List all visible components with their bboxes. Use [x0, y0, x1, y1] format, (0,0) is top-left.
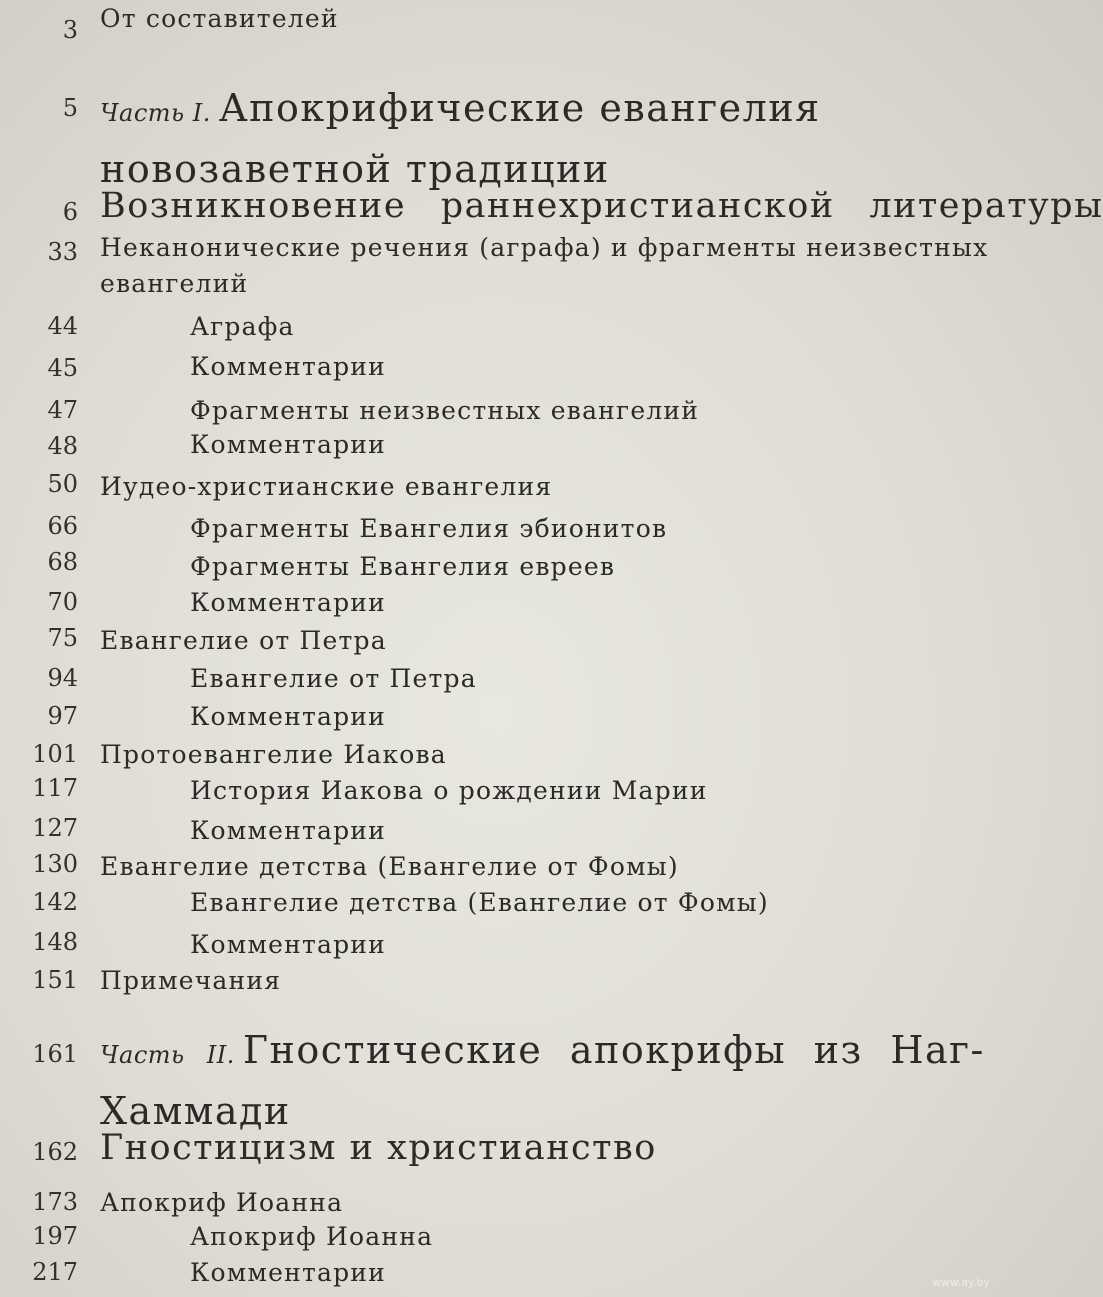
page-number: 148 — [32, 928, 78, 956]
entry-title: Комментарии — [190, 430, 387, 459]
entry-title: Комментарии — [190, 930, 387, 959]
page-number: 5 — [62, 94, 78, 122]
part-title: Апокрифические евангелия — [218, 86, 821, 130]
entry-title: Фрагменты неизвестных евангелий — [190, 396, 700, 425]
entry-title: Неканонические речения (аграфа) и фрагменты неизвестных — [100, 233, 989, 262]
entry-title: Гностицизм и христианство — [100, 1128, 657, 1168]
page-number: 33 — [47, 238, 78, 266]
page-number: 162 — [32, 1138, 78, 1166]
entry-title: Комментарии — [190, 588, 387, 617]
page-number: 197 — [32, 1222, 78, 1250]
entry-title: Евангелие детства (Евангелие от Фомы) — [100, 852, 679, 881]
entry-title-continued: евангелий — [100, 269, 249, 298]
entry-title: Комментарии — [190, 352, 387, 381]
part-title: Гностические апокрифы из Наг- — [242, 1028, 985, 1072]
page-number: 97 — [47, 702, 78, 730]
page-number: 50 — [47, 470, 78, 498]
page-number: 217 — [32, 1258, 78, 1286]
page-number: 75 — [47, 624, 78, 652]
entry-title: Апокриф Иоанна — [100, 1188, 344, 1217]
page-number: 127 — [32, 814, 78, 842]
entry-title: Фрагменты Евангелия евреев — [190, 552, 616, 581]
page-number: 70 — [47, 588, 78, 616]
page-number: 45 — [47, 354, 78, 382]
entry-title: Комментарии — [190, 1258, 387, 1287]
entry-title: Евангелие детства (Евангелие от Фомы) — [190, 888, 769, 917]
part-label: Часть I. — [100, 99, 211, 127]
page-number: 44 — [47, 312, 78, 340]
page-number: 68 — [47, 548, 78, 576]
entry-title: Примечания — [100, 966, 282, 995]
entry-title: Евангелие от Петра — [100, 626, 387, 655]
entry-title: Комментарии — [190, 816, 387, 845]
page-number: 47 — [47, 396, 78, 424]
page-number: 161 — [32, 1040, 78, 1068]
watermark: www.ay.by — [931, 1276, 990, 1289]
entry-title: Евангелие от Петра — [190, 664, 477, 693]
entry-title: Протоевангелие Иакова — [100, 740, 447, 769]
page-number: 48 — [47, 432, 78, 460]
entry-title: Комментарии — [190, 702, 387, 731]
page-number: 142 — [32, 888, 78, 916]
part-title-continued: новозаветной традиции — [100, 147, 610, 191]
page-number: 117 — [32, 774, 78, 802]
page-number: 173 — [32, 1188, 78, 1216]
page-number: 101 — [32, 740, 78, 768]
page-number: 130 — [32, 850, 78, 878]
page-number: 151 — [32, 966, 78, 994]
entry-title: Иудео-христианские евангелия — [100, 472, 553, 501]
entry-title: Аграфа — [190, 312, 295, 341]
part-title-continued: Хаммади — [100, 1089, 291, 1133]
page-number: 66 — [47, 512, 78, 540]
entry-title: История Иакова о рождении Марии — [190, 776, 708, 805]
entry-title: От составителей — [100, 4, 339, 33]
page-number: 94 — [47, 664, 78, 692]
entry-title: Фрагменты Евангелия эбионитов — [190, 514, 668, 543]
part-label: Часть II. — [100, 1041, 235, 1069]
page-number: 3 — [62, 16, 78, 44]
page-number: 6 — [62, 198, 78, 226]
entry-title: Возникновение раннехристианской литературы — [100, 186, 1103, 226]
entry-title: Апокриф Иоанна — [190, 1222, 434, 1251]
